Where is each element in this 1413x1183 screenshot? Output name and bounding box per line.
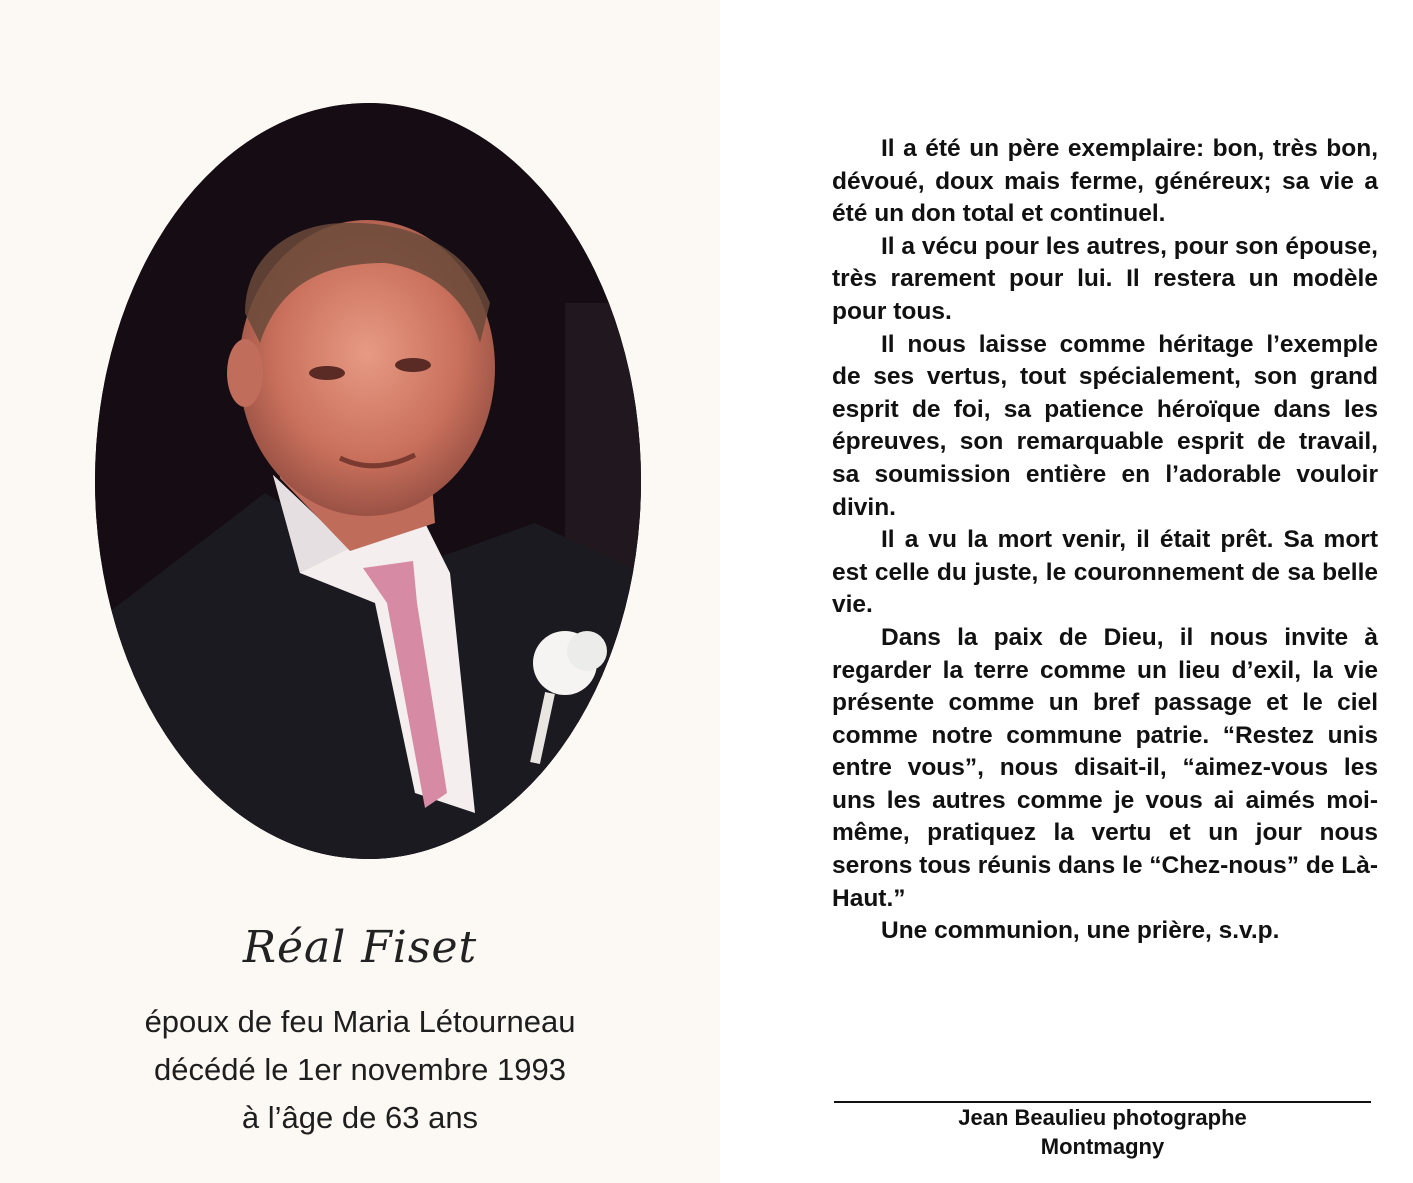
portrait-photo <box>95 103 641 859</box>
memorial-text <box>832 133 1378 948</box>
age-line: à l’âge de 63 ans <box>241 1100 479 1135</box>
portrait-illustration <box>95 103 641 859</box>
photographer-credit: Jean Beaulieu photographe <box>958 1105 1247 1130</box>
deceased-name: Réal Fiset <box>242 922 478 973</box>
paragraph: Il a vécu pour les autres, pour son épouse, très rarement pour lui. Il restera un modèle pour tous. <box>832 232 1378 325</box>
spouse-line: époux de feu Maria Létourneau <box>144 1004 576 1039</box>
death-date-line: décédé le 1er novembre 1993 <box>154 1052 566 1087</box>
paragraph: Dans la paix de Dieu, il nous invite à regarder la terre comme un lieu d’exil, la vie présente comme un bref passage et le ciel comme notre commune patrie. “Restez unis entre vous”, nous disait-il, “aimez-vous les uns les autres comme je vous ai aimés moi-même, pratiquez la vertu et un jour nous serons tous réunis dans le “Chez-nous” de Là-Haut.” <box>832 623 1378 912</box>
paragraph: Il nous laisse comme héritage l’exemple de ses vertus, tout spécialement, son grand esprit de foi, sa patience héroïque dans les épreuves, son remarquable esprit de travail, sa soumission entière en l’adorable vouloir divin. <box>832 330 1378 521</box>
photographer-location: Montmagny <box>1040 1134 1165 1159</box>
paragraph: Il a été un père exemplaire: bon, très bon, dévoué, doux mais ferme, généreux; sa vie a été un don total et continuel. <box>832 135 1378 228</box>
closing-request: Une communion, une prière, s.v.p. <box>881 917 1280 945</box>
divider-line <box>834 1101 1371 1103</box>
paragraph: Il a vu la mort venir, il était prêt. Sa mort est celle du juste, le couronnement de sa belle vie. <box>832 526 1378 619</box>
